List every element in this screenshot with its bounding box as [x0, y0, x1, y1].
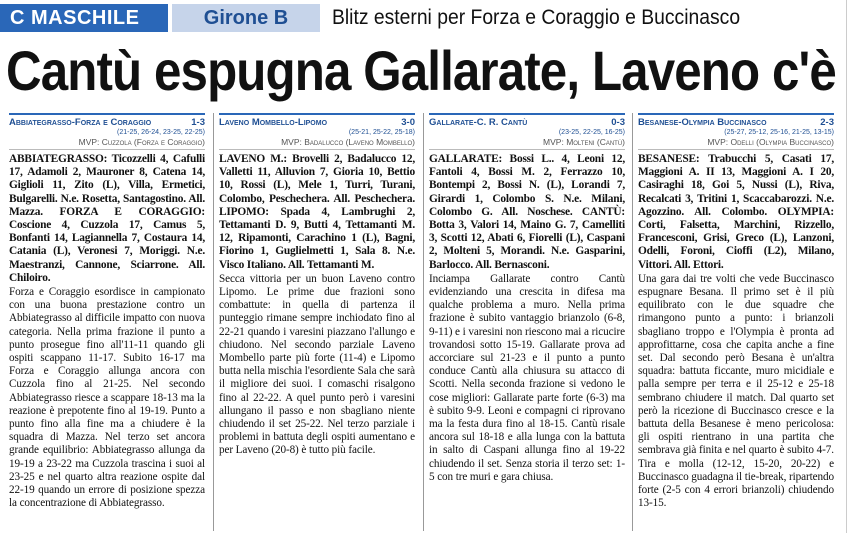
report-text: Secca vittoria per un buon Laveno contro Lipomo. Le prime due frazioni sono combattute: in quella di partenza il punteggio rimane sempre inchiodato fino al 22-21 quando i varesini piazzano l'allungo e chiudono. Nel secondo parziale Laveno Mombello parte più forte (11-4) e Lipomo butta nella mischia l'esordiente Sala che sarà il migliore dei suoi. I comaschi risalgono fino al 22-22. A quel punto però i varesini allungano il passo e non sbagliano niente chiudendo il set 25-22. Nel terzo parziale i problemi in battuta degli ospiti aumentano e per Laveno (20-8) è tutto più facile.: [219, 272, 415, 457]
match-score: 1-3: [191, 117, 205, 128]
match-title: Laveno Mombello-Lipomo: [219, 117, 328, 128]
match-title: Besanese-Olympia Buccinasco: [638, 117, 767, 128]
set-partials: (25-27, 25-12, 25-16, 21-25, 13-15): [724, 129, 834, 136]
lineup-text: ABBIATEGRASSO: Ticozzelli 4, Cafulli 17, Adamoli 2, Mauroner 8, Catena 14, Giglioli 11, Zito (L), Villa, Ermetici, Bulgarelli. N.e. Rosetta, Santagostino. All. Mazza. FORZA E CORAGGIO: Coscione 4, Cuzzola 17, Camus 5, Bonfanti 14, Lagiannella 7, Costaura 14, Catania (L), Veronesi 7, Moriggi. N.e. Maestranzi, Cannone, Sciarrone. All. Chiloiro.: [9, 153, 205, 284]
match-column-1: [9, 113, 205, 531]
page-edge-line: [846, 0, 847, 533]
top-bar: [0, 0, 850, 36]
kicker: Blitz esterni per Forza e Coraggio e Buccinasco: [332, 6, 741, 29]
match-header: [9, 113, 205, 128]
mvp-line: MVP: Cuzzola (Forza e Coraggio): [9, 137, 205, 150]
lineup-text: BESANESE: Trabucchi 5, Casati 17, Maggioni A. II 13, Maggioni A. I 20, Casiraghi 18, Goi 5, Nussi (L), Riva, Recalcati 3, Tritini 1, Scaccabarozzi. N.e. Agozzino. All. Colombo. OLYMPIA: Corti, Falsetta, Marchini, Rizzello, Francesconi, Grisi, Greco (L), Lanzoni, Odelli, Foroni, Cioffi (L2), Milano, Vittori. All. Ettori.: [638, 153, 834, 271]
group-label: Girone B: [172, 4, 320, 32]
match-score: 0-3: [611, 117, 625, 128]
match-header: [219, 113, 415, 128]
report-text: Inciampa Gallarate contro Cantù evidenziando una crescita in difesa ma qualche problema a muro. Nella prima frazione è subito vantaggio brianzolo (6-8, 9-11) e i varesini non riescono mai a ricucire trovandosi sotto 15-19. Gallarate prova ad accorciare sul 21-23 e il punto a punto conduce Cantù alla chiusura su attacco di Scotti. Nella seconda frazione si vedono le cose migliori: Gallarate parte forte (6-3) ma è subito 9-9. Leoni e compagni ci riprovano ma la festa dura fino al 18-15. Cantù risale ancora sul 18-18 e alla lunga con la battuta in salto di Caspani allunga fino al 19-22 chiudendo il set. Senza storia il terzo set: 1-5 con tre muri e gara chiusa.: [429, 272, 625, 483]
match-score: 3-0: [401, 117, 415, 128]
match-header: [429, 113, 625, 128]
set-partials: (25-21, 25-22, 25-18): [348, 129, 415, 136]
match-column-3: [429, 113, 625, 531]
report-text: Una gara dai tre volti che vede Buccinasco espugnare Besana. Il primo set è il più equilibrato con le due squadre che rimangono punto a punto: i brianzoli sbagliano troppo e l'Olympia è pronta ad approfittarne, cosa che capita anche a fine set. Dal secondo però Besana è un'altra squadra: battuta ficcante, muro micidiale e palla sempre per terra e il 25-12 e 25-18 sembrano chiudere il match. Dal quarto set però la ricezione di Buccinasco cresce e la battuta della Besanese è meno pericolosa: gli ospiti rientrano in una partita che sembrava già finita e nel quarto è subito 4-7. Tira e molla (12-12, 15-20, 20-22) e Buccinasco guadagna il tie-break, ripartendo forte (2-5 con 4 errori brianzoli) chiudendo 13-15.: [638, 272, 834, 510]
report-text: Forza e Coraggio esordisce in campionato con una buona prestazione contro un Abbiategrasso al difficile impatto con nuova categoria. Nella prima frazione il punto a punto prosegue fino all'11-11 quando gli ospiti scappano 11-17. Subito 16-17 ma Forza e Coraggio allunga ancora con Cuzzola fino al 21-25. Nel secondo Abbiategrasso riesce a scappare 18-13 ma la reazione è prepotente fino al 19-19. Punto a punto fino alla fine ma a chiudere è la squadra di Mazza. Nel terzo set ancora grande equilibrio: Abbiategrasso allunga da 19-19 a 23-22 ma Cuzzola trascina i suoi al 23-25 e nel quarto altra reazione ospite dal 22-19 quando un errore di posizione spezza la concentrazione di Abbiategrasso.: [9, 286, 205, 510]
match-title: Gallarate-C. R. Cantù: [429, 117, 528, 128]
match-score: 2-3: [820, 117, 834, 128]
column-divider: [632, 113, 633, 531]
section-label: C MASCHILE: [0, 4, 168, 32]
match-column-4: [638, 113, 834, 531]
mvp-line: MVP: Badalucco (Laveno Mombello): [219, 137, 415, 150]
set-partials: (23-25, 22-25, 16-25): [558, 129, 625, 136]
mvp-line: MVP: Molteni (Cantù): [429, 137, 625, 150]
lineup-text: LAVENO M.: Brovelli 2, Badalucco 12, Valletti 11, Alluvion 7, Gioria 10, Bettio 10, Rossi (L), Mele 1, Turri, Turani, Colombo, Peschechera. All. Peschechera. LIPOMO: Spada 4, Lambrughi 2, Tettamanti D. 9, Butti 4, Tettamanti M. 12, Ripamonti, Carachino 1 (L), Bagni, Fiorino 1, Guglielmetti 1, Sala 8. N.e. Visco Italiano. All. Tettamanti M.: [219, 153, 415, 271]
headline: Cantù espugna Gallarate, Laveno c'è: [6, 39, 836, 102]
column-divider: [213, 113, 214, 531]
lineup-text: GALLARATE: Bossi L.. 4, Leoni 12, Fantoli 4, Bossi M. 2, Ferrazzo 10, Bontempi 2, Bossi N. (L), Lorandi 7, Girardi 1, Colombo S. N.e. Milani, Colombo G. All. Noschese. CANTÙ: Botta 3, Valori 14, Maino G. 7, Camelliti 3, Scotti 12, Abati 6, Fiorelli (L), Caspani 2, Molteni 5, Morandi. N.e. Gasparini, Barlocco. All. Bernasconi.: [429, 153, 625, 271]
match-title: Abbiategrasso-Forza e Coraggio: [9, 117, 152, 128]
match-header: [638, 113, 834, 128]
mvp-line: MVP: Odelli (Olympia Buccinasco): [638, 137, 834, 150]
set-partials: (21-25, 26-24, 23-25, 22-25): [117, 129, 205, 136]
match-column-2: [219, 113, 415, 531]
column-divider: [423, 113, 424, 531]
